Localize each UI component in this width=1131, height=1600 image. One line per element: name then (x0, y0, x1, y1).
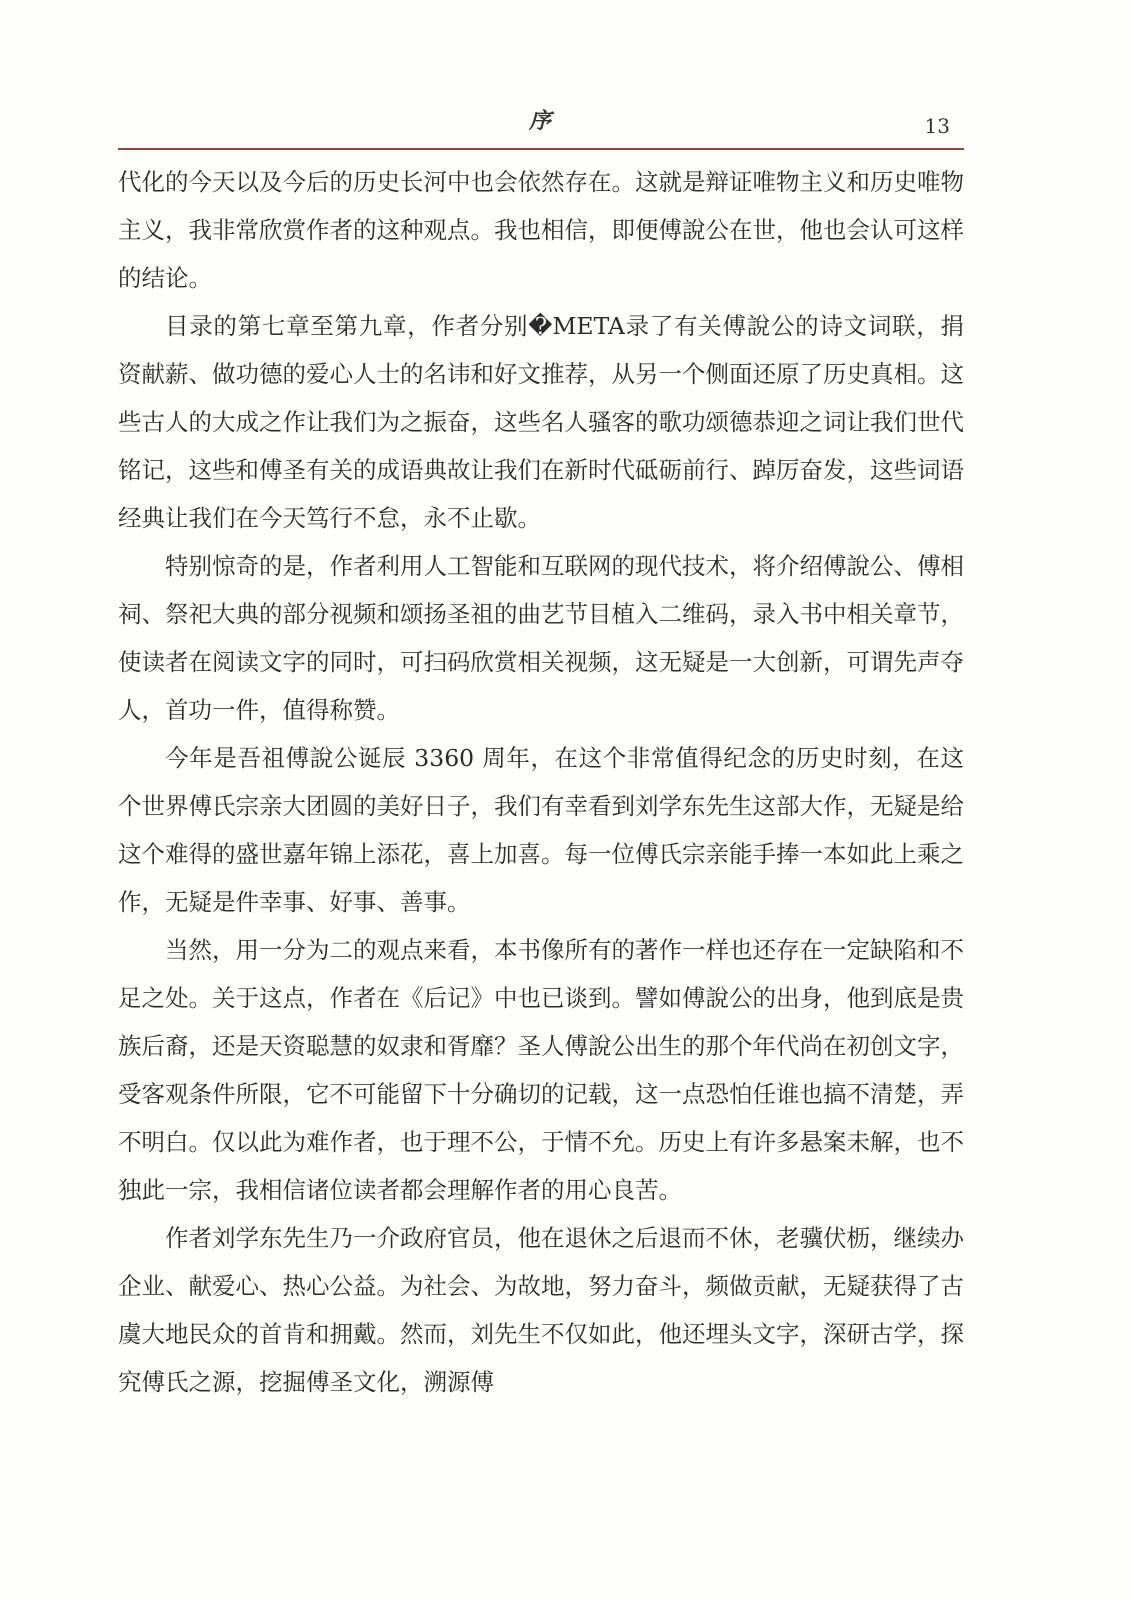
page-number: 13 (924, 114, 950, 138)
running-header (118, 98, 964, 146)
header-title: 序 (528, 108, 553, 134)
paragraph-continued: 代化的今天以及今后的历史长河中也会依然存在。这就是辩证唯物主义和历史唯物主义，我非常欣赏作者的这种观点。我也相信，即便傅說公在世，他也会认可这样的结论。 (118, 168, 964, 292)
header-rule (118, 148, 964, 150)
paragraph: 作者刘学东先生乃一介政府官员，他在退休之后退而不休，老骥伏枥，继续办企业、献爱心、热心公益。为社会、为故地，努力奋斗，频做贡献，无疑获得了古虞大地民众的首肯和拥戴。然而，刘先生不仅如此，他还埋头文字，深研古学，探究傅氏之源，挖掘傅圣文化，溯源傅 (118, 1224, 964, 1396)
paragraph: 特别惊奇的是，作者利用人工智能和互联网的现代技术，将介绍傅說公、傅相祠、祭祀大典的部分视频和颂扬圣祖的曲艺节目植入二维码，录入书中相关章节，使读者在阅读文字的同时，可扫码欣赏相关视频，这无疑是一大创新，可谓先声夺人，首功一件，值得称赞。 (118, 552, 964, 724)
paragraph: 目录的第七章至第九章，作者分别�META录了有关傅說公的诗文词联，捐资献薪、做功德的爱心人士的名讳和好文推荐，从另一个侧面还原了历史真相。这些古人的大成之作让我们为之振奋，这些名人骚客的歌功颂德恭迎之词让我们世代铭记，这些和傅圣有关的成语典故让我们在新时代砥砺前行、踔厉奋发，这些词语经典让我们在今天笃行不怠，永不止歇。 (118, 312, 964, 532)
paragraph: 今年是吾祖傅說公诞辰 3360 周年，在这个非常值得纪念的历史时刻，在这个世界傅氏宗亲大团圆的美好日子，我们有幸看到刘学东先生这部大作，无疑是给这个难得的盛世嘉年锦上添花，喜上加喜。每一位傅氏宗亲能手捧一本如此上乘之作，无疑是件幸事、好事、善事。 (118, 744, 964, 916)
body-text (118, 158, 964, 1406)
paragraph: 当然，用一分为二的观点来看，本书像所有的著作一样也还存在一定缺陷和不足之处。关于这点，作者在《后记》中也已谈到。譬如傅說公的出身，他到底是贵族后裔，还是天资聪慧的奴隶和胥靡？圣人傅說公出生的那个年代尚在初创文字，受客观条件所限，它不可能留下十分确切的记载，这一点恐怕任谁也搞不清楚，弄不明白。仅以此为难作者，也于理不公，于情不允。历史上有许多悬案未解，也不独此一宗，我相信诸位读者都会理解作者的用心良苦。 (118, 936, 964, 1204)
